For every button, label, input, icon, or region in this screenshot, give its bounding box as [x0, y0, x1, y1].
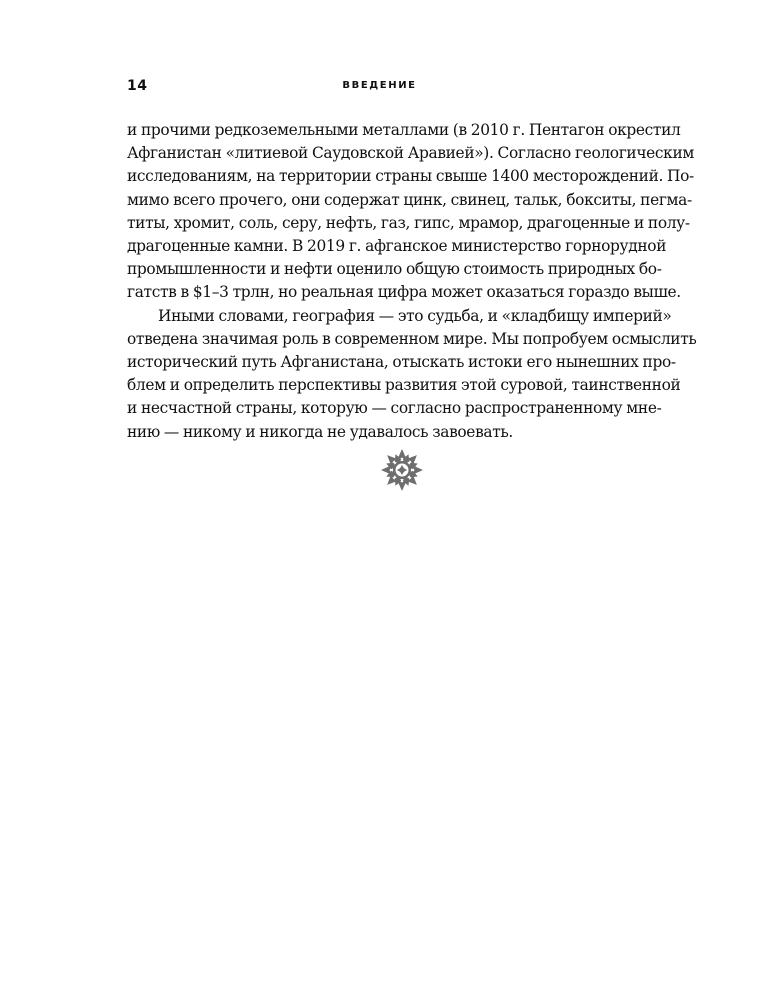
paragraph-1	[127, 119, 694, 305]
text-line: и несчастной страны, которую — согласно распространенному мне-	[127, 399, 662, 418]
text-line: Афганистан «литиевой Саудовской Аравией»). Согласно геологическим	[127, 144, 694, 163]
text-line: исследованиям, на территории страны свыше 1400 месторождений. По-	[127, 167, 694, 186]
text-line: драгоценные камни. В 2019 г. афганское министерство горнорудной	[127, 237, 667, 256]
star-ornament-icon	[380, 448, 424, 492]
text-line: мимо всего прочего, они содержат цинк, свинец, тальк, бокситы, пегма-	[127, 190, 692, 209]
main-text	[127, 119, 697, 444]
running-head: ВВЕДЕНИЕ	[342, 80, 417, 91]
page-number: 14	[127, 78, 148, 94]
paragraph-2	[127, 305, 697, 444]
text-line: нию — никому и никогда не удавалось завоевать.	[127, 422, 513, 441]
text-line: гатств в $1–3 трлн, но реальная цифра может оказаться гораздо выше.	[127, 283, 681, 302]
text-line: блем и определить перспективы развития этой суровой, таинственной	[127, 376, 681, 395]
text-line: титы, хромит, соль, серу, нефть, газ, гипс, мрамор, драгоценные и полу-	[127, 213, 690, 232]
text-line: Иными словами, география — это судьба, и «кладбищу империй»	[158, 306, 672, 325]
text-line: промышленности и нефти оценило общую стоимость природных бо-	[127, 260, 662, 279]
text-line: отведена значимая роль в современном мире. Мы попробуем осмыслить	[127, 329, 697, 348]
text-line: и прочими редкоземельными металлами (в 2010 г. Пентагон окрестил	[127, 121, 681, 139]
text-line: исторический путь Афганистана, отыскать истоки его нынешних про-	[127, 353, 676, 372]
